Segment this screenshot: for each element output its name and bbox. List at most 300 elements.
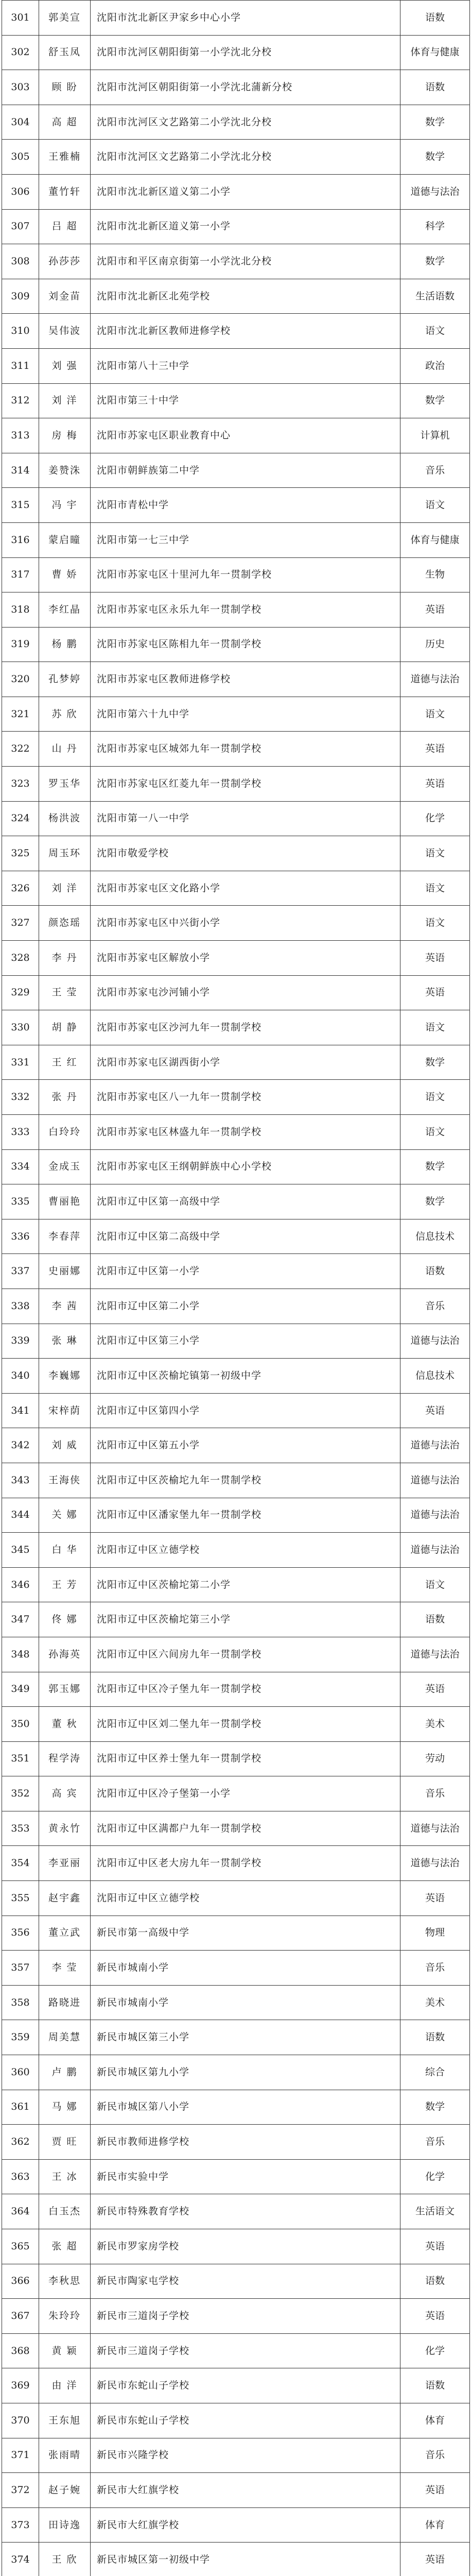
person-name: 史丽娜 [39, 1254, 91, 1289]
row-number: 318 [2, 592, 39, 628]
row-number: 310 [2, 314, 39, 349]
person-name: 吕 超 [39, 209, 91, 244]
school-name: 新民市城南小学 [91, 1951, 400, 1986]
school-name: 沈阳市辽中区茨榆坨第三小学 [91, 1602, 400, 1637]
row-number: 338 [2, 1289, 39, 1324]
subject-name: 数学 [400, 383, 470, 418]
subject-name: 道德与法治 [400, 1637, 470, 1672]
school-name: 沈阳市辽中区冷子堡第一小学 [91, 1776, 400, 1811]
person-name: 由 洋 [39, 2368, 91, 2403]
person-name: 冯 宇 [39, 488, 91, 523]
school-name: 沈阳市沈河区朝阳街第一小学沈北蒲新分校 [91, 70, 400, 105]
school-name: 沈阳市沈北新区尹家乡中心小学 [91, 1, 400, 36]
subject-name: 劳动 [400, 1741, 470, 1776]
subject-name: 化学 [400, 801, 470, 836]
person-name: 颜恣瑶 [39, 906, 91, 941]
school-name: 沈阳市苏家屯区林盛九年一贯制学校 [91, 1115, 400, 1150]
table-row [2, 1, 470, 36]
school-name: 新民市大红旗学校 [91, 2473, 400, 2508]
subject-name: 英语 [400, 975, 470, 1010]
table-row [2, 279, 470, 314]
person-name: 白玉杰 [39, 2194, 91, 2229]
table-row [2, 767, 470, 802]
subject-name: 道德与法治 [400, 1533, 470, 1568]
subject-name: 数学 [400, 2090, 470, 2125]
school-name: 新民市特殊教育学校 [91, 2194, 400, 2229]
table-row [2, 627, 470, 662]
row-number: 302 [2, 35, 39, 70]
subject-name: 英语 [400, 2229, 470, 2264]
row-number: 354 [2, 1846, 39, 1881]
table-row [2, 1846, 470, 1881]
person-name: 佟 娜 [39, 1602, 91, 1637]
row-number: 332 [2, 1080, 39, 1115]
subject-name: 计算机 [400, 418, 470, 453]
school-name: 沈阳市辽中区第二小学 [91, 1289, 400, 1324]
subject-name: 语文 [400, 906, 470, 941]
row-number: 304 [2, 105, 39, 140]
person-name: 杨 鹏 [39, 627, 91, 662]
row-number: 331 [2, 1045, 39, 1080]
table-row [2, 1080, 470, 1115]
person-name: 孙莎莎 [39, 244, 91, 279]
row-number: 360 [2, 2055, 39, 2090]
subject-name: 音乐 [400, 453, 470, 488]
table-row [2, 2125, 470, 2160]
person-name: 郭美宣 [39, 1, 91, 36]
table-row [2, 2333, 470, 2368]
table-row [2, 1324, 470, 1359]
table-row [2, 871, 470, 906]
person-name: 贾 旺 [39, 2125, 91, 2160]
table-row [2, 70, 470, 105]
row-number: 368 [2, 2333, 39, 2368]
school-name: 沈阳市苏家屯区八一九年一贯制学校 [91, 1080, 400, 1115]
school-name: 沈阳市苏家屯区湖西街小学 [91, 1045, 400, 1080]
person-name: 吴伟波 [39, 314, 91, 349]
subject-name: 英语 [400, 1881, 470, 1916]
table-row [2, 522, 470, 557]
table-row [2, 1463, 470, 1498]
person-name: 王东旭 [39, 2403, 91, 2438]
school-name: 沈阳市苏家屯区教师进修学校 [91, 662, 400, 697]
table-row [2, 2543, 470, 2576]
person-name: 房 梅 [39, 418, 91, 453]
school-name: 新民市陶家屯学校 [91, 2264, 400, 2299]
subject-name: 美术 [400, 1707, 470, 1742]
row-number: 372 [2, 2473, 39, 2508]
person-name: 黄永竹 [39, 1811, 91, 1846]
row-number: 320 [2, 662, 39, 697]
subject-name: 音乐 [400, 2438, 470, 2473]
subject-name: 美术 [400, 1985, 470, 2020]
subject-name: 科学 [400, 209, 470, 244]
table-row [2, 1881, 470, 1916]
subject-name: 语文 [400, 488, 470, 523]
person-name: 姜赞洙 [39, 453, 91, 488]
person-name: 蒙启曈 [39, 522, 91, 557]
row-number: 342 [2, 1428, 39, 1463]
subject-name: 化学 [400, 2333, 470, 2368]
table-row [2, 906, 470, 941]
person-name: 李巍娜 [39, 1359, 91, 1394]
subject-name: 综合 [400, 2055, 470, 2090]
school-name: 沈阳市苏家屯区陈相九年一贯制学校 [91, 627, 400, 662]
person-name: 王雅楠 [39, 140, 91, 175]
row-number: 347 [2, 1602, 39, 1637]
person-name: 关 娜 [39, 1498, 91, 1533]
person-name: 曹丽艳 [39, 1184, 91, 1219]
subject-name: 英语 [400, 2299, 470, 2334]
person-name: 郭玉娜 [39, 1672, 91, 1707]
table-row [2, 244, 470, 279]
row-number: 315 [2, 488, 39, 523]
row-number: 329 [2, 975, 39, 1010]
subject-name: 语数 [400, 2368, 470, 2403]
school-name: 沈阳市敬爱学校 [91, 836, 400, 871]
row-number: 336 [2, 1219, 39, 1254]
table-row [2, 1498, 470, 1533]
school-name: 新民市大红旗学校 [91, 2507, 400, 2543]
table-row [2, 662, 470, 697]
school-name: 新民市城区第一初级中学 [91, 2543, 400, 2576]
school-name: 沈阳市苏家屯区解放小学 [91, 941, 400, 976]
person-name: 李 莹 [39, 1951, 91, 1986]
person-name: 刘 强 [39, 348, 91, 383]
subject-name: 英语 [400, 2473, 470, 2508]
subject-name: 体育与健康 [400, 35, 470, 70]
person-name: 白 华 [39, 1533, 91, 1568]
row-number: 326 [2, 871, 39, 906]
person-name: 张雨晴 [39, 2438, 91, 2473]
school-name: 沈阳市沈北新区道义第一小学 [91, 209, 400, 244]
row-number: 324 [2, 801, 39, 836]
row-number: 317 [2, 557, 39, 592]
school-name: 沈阳市辽中区立德学校 [91, 1533, 400, 1568]
row-number: 369 [2, 2368, 39, 2403]
table-row [2, 2159, 470, 2194]
table-row [2, 1672, 470, 1707]
school-name: 沈阳市辽中区六间房九年一贯制学校 [91, 1637, 400, 1672]
person-name: 高 宾 [39, 1776, 91, 1811]
row-number: 328 [2, 941, 39, 976]
subject-name: 语文 [400, 871, 470, 906]
table-row [2, 1602, 470, 1637]
person-name: 王 欣 [39, 2543, 91, 2576]
table-row [2, 1533, 470, 1568]
person-name: 杨洪波 [39, 801, 91, 836]
person-name: 马 娜 [39, 2090, 91, 2125]
row-number: 362 [2, 2125, 39, 2160]
row-number: 348 [2, 1637, 39, 1672]
row-number: 306 [2, 174, 39, 209]
table-row [2, 1707, 470, 1742]
row-number: 334 [2, 1149, 39, 1184]
person-name: 张 琳 [39, 1324, 91, 1359]
subject-name: 体育 [400, 2507, 470, 2543]
school-name: 沈阳市苏家屯区王纲朝鲜族中心小学校 [91, 1149, 400, 1184]
subject-name: 语文 [400, 1010, 470, 1045]
table-row [2, 1428, 470, 1463]
school-name: 沈阳市苏家屯区十里河九年一贯制学校 [91, 557, 400, 592]
row-number: 374 [2, 2543, 39, 2576]
subject-name: 数学 [400, 1149, 470, 1184]
table-row [2, 2299, 470, 2334]
row-number: 325 [2, 836, 39, 871]
table-row [2, 2473, 470, 2508]
table-row [2, 1637, 470, 1672]
name-list-table [2, 0, 470, 2576]
school-name: 新民市三道岗子学校 [91, 2333, 400, 2368]
table-row [2, 2368, 470, 2403]
school-name: 沈阳市辽中区茨榆坨镇第一初级中学 [91, 1359, 400, 1394]
school-name: 沈阳市辽中区茨榆坨九年一贯制学校 [91, 1463, 400, 1498]
table-row [2, 1985, 470, 2020]
subject-name: 数学 [400, 244, 470, 279]
row-number: 314 [2, 453, 39, 488]
subject-name: 英语 [400, 732, 470, 767]
row-number: 371 [2, 2438, 39, 2473]
school-name: 沈阳市和平区南京街第一小学沈北分校 [91, 244, 400, 279]
subject-name: 道德与法治 [400, 1811, 470, 1846]
school-name: 沈阳市辽中区茨榆坨第二小学 [91, 1567, 400, 1602]
row-number: 350 [2, 1707, 39, 1742]
table-row [2, 1149, 470, 1184]
row-number: 367 [2, 2299, 39, 2334]
subject-name: 语文 [400, 697, 470, 732]
row-number: 330 [2, 1010, 39, 1045]
person-name: 孔梦婷 [39, 662, 91, 697]
table-row [2, 697, 470, 732]
person-name: 王 莹 [39, 975, 91, 1010]
subject-name: 数学 [400, 1184, 470, 1219]
row-number: 366 [2, 2264, 39, 2299]
table-row [2, 941, 470, 976]
subject-name: 英语 [400, 592, 470, 628]
school-name: 沈阳市辽中区第五小学 [91, 1428, 400, 1463]
subject-name: 生活语数 [400, 279, 470, 314]
table-row [2, 383, 470, 418]
school-name: 新民市兴隆学校 [91, 2438, 400, 2473]
subject-name: 体育 [400, 2403, 470, 2438]
school-name: 新民市城南小学 [91, 1985, 400, 2020]
subject-name: 数学 [400, 1045, 470, 1080]
table-row [2, 2403, 470, 2438]
row-number: 358 [2, 1985, 39, 2020]
school-name: 沈阳市辽中区第一小学 [91, 1254, 400, 1289]
subject-name: 英语 [400, 767, 470, 802]
table-row [2, 1741, 470, 1776]
person-name: 王 红 [39, 1045, 91, 1080]
person-name: 赵宇鑫 [39, 1881, 91, 1916]
row-number: 337 [2, 1254, 39, 1289]
row-number: 312 [2, 383, 39, 418]
table-row [2, 1115, 470, 1150]
table-row [2, 1289, 470, 1324]
person-name: 王 芳 [39, 1567, 91, 1602]
subject-name: 生物 [400, 557, 470, 592]
school-name: 沈阳市辽中区潘家堡九年一贯制学校 [91, 1498, 400, 1533]
row-number: 346 [2, 1567, 39, 1602]
row-number: 363 [2, 2159, 39, 2194]
row-number: 361 [2, 2090, 39, 2125]
subject-name: 道德与法治 [400, 1846, 470, 1881]
table-row [2, 35, 470, 70]
school-name: 新民市城区第三小学 [91, 2020, 400, 2055]
subject-name: 音乐 [400, 1951, 470, 1986]
school-name: 新民市东蛇山子学校 [91, 2368, 400, 2403]
school-name: 沈阳市苏家屯区职业教育中心 [91, 418, 400, 453]
person-name: 李秋思 [39, 2264, 91, 2299]
person-name: 王 冰 [39, 2159, 91, 2194]
row-number: 327 [2, 906, 39, 941]
subject-name: 英语 [400, 1672, 470, 1707]
table-row [2, 975, 470, 1010]
subject-name: 信息技术 [400, 1359, 470, 1394]
row-number: 309 [2, 279, 39, 314]
school-name: 沈阳市第三十中学 [91, 383, 400, 418]
subject-name: 道德与法治 [400, 174, 470, 209]
person-name: 金成玉 [39, 1149, 91, 1184]
subject-name: 语文 [400, 1567, 470, 1602]
table-row [2, 1359, 470, 1394]
school-name: 沈阳市青松中学 [91, 488, 400, 523]
table-row [2, 2264, 470, 2299]
person-name: 李亚丽 [39, 1846, 91, 1881]
school-name: 新民市罗家房学校 [91, 2229, 400, 2264]
person-name: 程学涛 [39, 1741, 91, 1776]
person-name: 刘 洋 [39, 383, 91, 418]
subject-name: 化学 [400, 2159, 470, 2194]
row-number: 357 [2, 1951, 39, 1986]
table-row [2, 209, 470, 244]
table-row [2, 488, 470, 523]
school-name: 沈阳市沈河区朝阳街第一小学沈北分校 [91, 35, 400, 70]
school-name: 沈阳市第八十三中学 [91, 348, 400, 383]
person-name: 罗玉华 [39, 767, 91, 802]
school-name: 沈阳市沈河区文艺路第二小学沈北分校 [91, 140, 400, 175]
person-name: 刘金苗 [39, 279, 91, 314]
subject-name: 音乐 [400, 2125, 470, 2160]
row-number: 343 [2, 1463, 39, 1498]
person-name: 苏 欣 [39, 697, 91, 732]
table-row [2, 836, 470, 871]
school-name: 沈阳市沈河区文艺路第二小学沈北分校 [91, 105, 400, 140]
row-number: 365 [2, 2229, 39, 2264]
row-number: 364 [2, 2194, 39, 2229]
school-name: 沈阳市辽中区冷子堡九年一贯制学校 [91, 1672, 400, 1707]
table-body [2, 1, 470, 2576]
subject-name: 语数 [400, 1, 470, 36]
table-row [2, 1219, 470, 1254]
person-name: 高 超 [39, 105, 91, 140]
subject-name: 信息技术 [400, 1219, 470, 1254]
school-name: 新民市城区第九小学 [91, 2055, 400, 2090]
subject-name: 语文 [400, 836, 470, 871]
row-number: 353 [2, 1811, 39, 1846]
table-row [2, 1567, 470, 1602]
school-name: 沈阳市辽中区第四小学 [91, 1393, 400, 1428]
person-name: 孙海英 [39, 1637, 91, 1672]
row-number: 335 [2, 1184, 39, 1219]
person-name: 周玉环 [39, 836, 91, 871]
person-name: 李红晶 [39, 592, 91, 628]
person-name: 黄 颖 [39, 2333, 91, 2368]
table-row [2, 140, 470, 175]
subject-name: 数学 [400, 105, 470, 140]
subject-name: 语数 [400, 2264, 470, 2299]
table-row [2, 105, 470, 140]
person-name: 周美慧 [39, 2020, 91, 2055]
person-name: 胡 静 [39, 1010, 91, 1045]
row-number: 307 [2, 209, 39, 244]
table-row [2, 174, 470, 209]
person-name: 董竹轩 [39, 174, 91, 209]
row-number: 359 [2, 2020, 39, 2055]
person-name: 张 超 [39, 2229, 91, 2264]
table-row [2, 314, 470, 349]
school-name: 沈阳市苏家屯区城郊九年一贯制学校 [91, 732, 400, 767]
subject-name: 音乐 [400, 1776, 470, 1811]
table-row [2, 1010, 470, 1045]
school-name: 新民市第一高级中学 [91, 1916, 400, 1951]
row-number: 349 [2, 1672, 39, 1707]
row-number: 305 [2, 140, 39, 175]
subject-name: 英语 [400, 941, 470, 976]
row-number: 355 [2, 1881, 39, 1916]
school-name: 新民市三道岗子学校 [91, 2299, 400, 2334]
subject-name: 语数 [400, 70, 470, 105]
table-row [2, 732, 470, 767]
person-name: 赵子婉 [39, 2473, 91, 2508]
subject-name: 道德与法治 [400, 1463, 470, 1498]
person-name: 张 丹 [39, 1080, 91, 1115]
row-number: 323 [2, 767, 39, 802]
school-name: 沈阳市苏家屯区沙河九年一贯制学校 [91, 1010, 400, 1045]
row-number: 316 [2, 522, 39, 557]
school-name: 沈阳市苏家屯沙河铺小学 [91, 975, 400, 1010]
table-row [2, 1811, 470, 1846]
person-name: 王海侠 [39, 1463, 91, 1498]
subject-name: 政治 [400, 348, 470, 383]
subject-name: 语文 [400, 314, 470, 349]
school-name: 沈阳市沈北新区北苑学校 [91, 279, 400, 314]
school-name: 新民市东蛇山子学校 [91, 2403, 400, 2438]
row-number: 333 [2, 1115, 39, 1150]
table-row [2, 801, 470, 836]
person-name: 路晓进 [39, 1985, 91, 2020]
person-name: 朱玲玲 [39, 2299, 91, 2334]
row-number: 308 [2, 244, 39, 279]
row-number: 352 [2, 1776, 39, 1811]
table-row [2, 1776, 470, 1811]
school-name: 沈阳市沈北新区道义第二小学 [91, 174, 400, 209]
school-name: 沈阳市辽中区第三小学 [91, 1324, 400, 1359]
person-name: 刘 洋 [39, 871, 91, 906]
school-name: 沈阳市辽中区第二高级中学 [91, 1219, 400, 1254]
person-name: 田诗逸 [39, 2507, 91, 2543]
person-name: 白玲玲 [39, 1115, 91, 1150]
school-name: 沈阳市第六十九中学 [91, 697, 400, 732]
subject-name: 道德与法治 [400, 662, 470, 697]
school-name: 沈阳市苏家屯区红菱九年一贯制学校 [91, 767, 400, 802]
table-row [2, 1916, 470, 1951]
row-number: 340 [2, 1359, 39, 1394]
subject-name: 生活语文 [400, 2194, 470, 2229]
school-name: 沈阳市沈北新区教师进修学校 [91, 314, 400, 349]
person-name: 曹 娇 [39, 557, 91, 592]
school-name: 沈阳市辽中区满都户九年一贯制学校 [91, 1811, 400, 1846]
